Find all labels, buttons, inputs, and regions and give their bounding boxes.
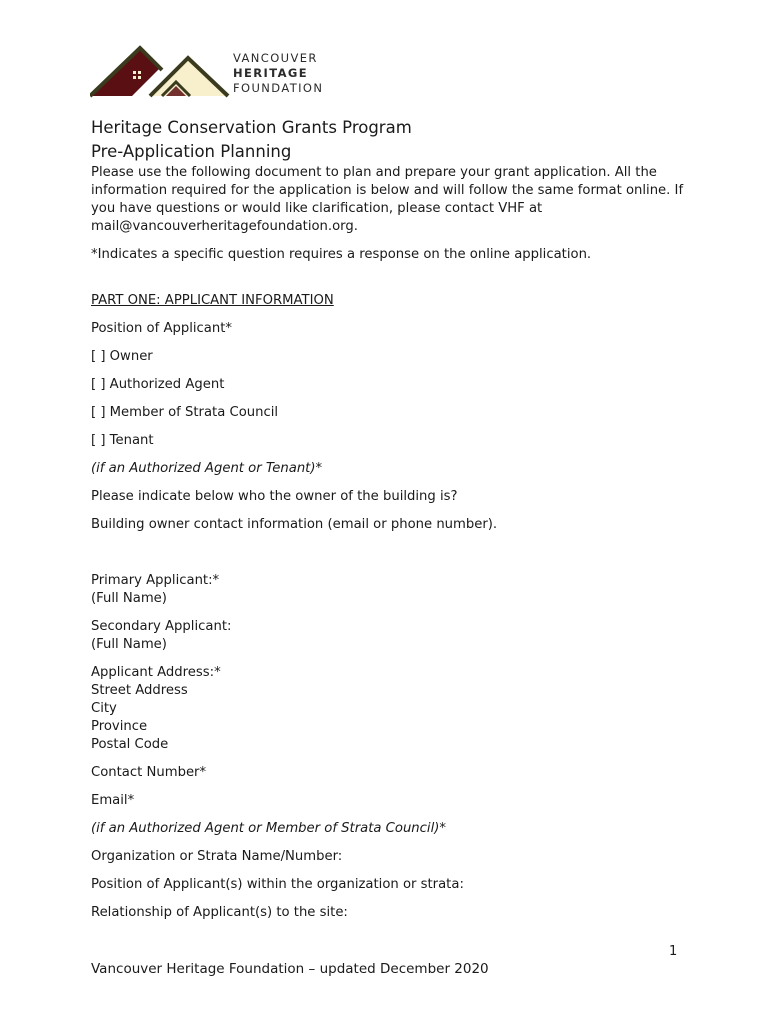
address-city: City [91, 701, 117, 716]
option-authorized-agent: [ ] Authorized Agent [91, 377, 225, 392]
agent-strata-note: (if an Authorized Agent or Member of Strata Council)* [91, 821, 446, 836]
logo-line-3: FOUNDATION [233, 81, 324, 95]
vhf-logo [90, 44, 340, 100]
document-body [91, 116, 691, 922]
intro-paragraph: Please use the following document to plan and prepare your grant application. All the information required for the application is below and will follow the same format online. If you have questions or would like clarification, please contact VHF at mail@vancouverheritagefoundation.org. [91, 165, 684, 234]
primary-applicant [91, 572, 691, 608]
logo-line-2: HERITAGE [233, 66, 308, 80]
address-province: Province [91, 719, 148, 734]
primary-applicant-label: Primary Applicant:* [91, 573, 220, 588]
relationship: Relationship of Applicant(s) to the site: [91, 905, 348, 920]
option-tenant: [ ] Tenant [91, 433, 154, 448]
owner-question: Please indicate below who the owner of the building is? [91, 489, 458, 504]
document-title: Heritage Conservation Grants Program [91, 118, 412, 137]
required-note: *Indicates a specific question requires a response on the online application. [91, 247, 592, 262]
secondary-applicant-label: Secondary Applicant: [91, 619, 232, 634]
part-one-heading: PART ONE: APPLICANT INFORMATION [91, 293, 334, 308]
page-footer: Vancouver Heritage Foundation – updated December 2020 [91, 961, 489, 977]
address-street: Street Address [91, 683, 188, 698]
logo-line-1: VANCOUVER [233, 51, 318, 65]
option-owner: [ ] Owner [91, 349, 153, 364]
address-label: Applicant Address:* [91, 665, 221, 680]
house-roof-icon [90, 44, 230, 100]
secondary-applicant [91, 618, 691, 654]
document-subtitle: Pre-Application Planning [91, 142, 292, 161]
address-postal: Postal Code [91, 737, 169, 752]
applicant-address [91, 664, 691, 754]
email-label: Email* [91, 793, 135, 808]
logo-wordmark [233, 51, 323, 96]
contact-number: Contact Number* [91, 765, 207, 780]
page-number: 1 [669, 944, 678, 959]
org-name: Organization or Strata Name/Number: [91, 849, 343, 864]
position-label: Position of Applicant* [91, 321, 232, 336]
org-position: Position of Applicant(s) within the organization or strata: [91, 877, 464, 892]
owner-contact: Building owner contact information (email or phone number). [91, 517, 498, 532]
secondary-applicant-sub: (Full Name) [91, 637, 167, 652]
primary-applicant-sub: (Full Name) [91, 591, 167, 606]
option-strata-member: [ ] Member of Strata Council [91, 405, 279, 420]
agent-tenant-note: (if an Authorized Agent or Tenant)* [91, 461, 323, 476]
